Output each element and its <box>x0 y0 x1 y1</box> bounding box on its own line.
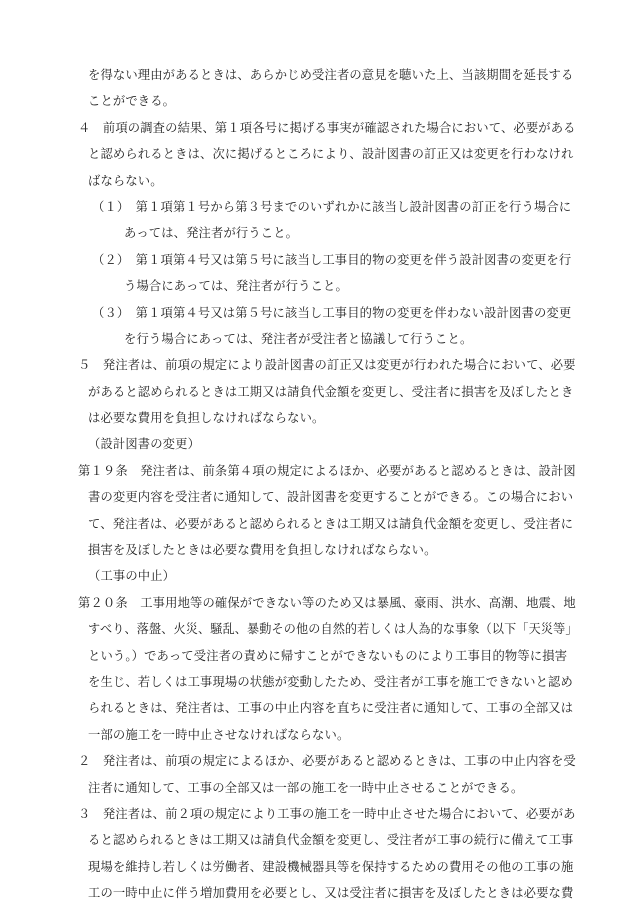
text-line: があると認められるときは工期又は請負代金額を変更し、受注者に損害を及ぼしたとき <box>88 384 574 399</box>
text-line: を行う場合にあっては、発注者が受注者と協議して行うこと。 <box>124 331 473 346</box>
text-line: ４ 前項の調査の結果、第１項各号に掲げる事実が確認された場合において、必要がある <box>78 120 576 135</box>
text-line: （設計図書の変更） <box>88 437 201 452</box>
text-line: う場合にあっては、発注者が行うこと。 <box>124 279 348 294</box>
text-line: という。）であって受注者の責めに帰すことができないものにより工事目的物等に損害 <box>88 648 568 663</box>
text-line: （３） 第１項第４号又は第５号に該当し工事目的物の変更を伴わない設計図書の変更 <box>92 305 572 320</box>
text-line: 一部の施工を一時中止させなければならない。 <box>88 727 350 742</box>
text-line: を得ない理由があるときは、あらかじめ受注者の意見を聴いた上、当該期間を延長する <box>88 68 574 82</box>
text-line: 書の変更内容を受注者に通知して、設計図書を変更することができる。この場合におい <box>88 490 574 505</box>
text-line: すべり、落盤、火災、騒乱、暴動その他の自然的若しくは人為的な事象（以下「天災等」 <box>88 622 578 637</box>
text-line: ３ 発注者は、前２項の規定により工事の施工を一時中止させた場合において、必要があ <box>78 806 576 821</box>
text-line: （１） 第１項第１号から第３号までのいずれかに該当し設計図書の訂正を行う場合に <box>92 199 572 214</box>
text-line: （工事の中止） <box>88 569 176 584</box>
text-line: あっては、発注者が行うこと。 <box>124 226 299 241</box>
text-line: ことができる。 <box>88 94 176 109</box>
text-line: 注者に通知して、工事の全部又は一部の施工を一時中止させることができる。 <box>88 780 524 795</box>
text-line: は必要な費用を負担しなければならない。 <box>88 411 325 425</box>
text-line: 工の一時中止に伴う増加費用を必要とし、又は受注者に損害を及ぼしたときは必要な費 <box>88 886 574 900</box>
text-line: 現場を維持し若しくは労働者、建設機械器具等を保持するための費用その他の工事の施 <box>88 859 574 874</box>
text-line: られるときは、発注者は、工事の中止内容を直ちに受注者に通知して、工事の全部又は <box>88 701 574 716</box>
text-line: ると認められるときは工期又は請負代金額を変更し、受注者が工事の続行に備えて工事 <box>88 833 574 848</box>
text-line: 損害を及ぼしたときは必要な費用を負担しなければならない。 <box>88 543 437 557</box>
text-line: ばならない。 <box>88 173 163 188</box>
text-line: を生じ、若しくは工事現場の状態が変動したため、受注者が工事を施工できないと認め <box>88 674 573 689</box>
text-line: 第２０条 工事用地等の確保ができない等のため又は暴風、豪雨、洪水、高潮、地震、地 <box>78 595 576 610</box>
text-line: と認められるときは、次に掲げるところにより、設計図書の訂正又は変更を行わなけれ <box>88 147 574 162</box>
text-line: て、発注者は、必要があると認められるときは工期又は請負代金額を変更し、受注者に <box>88 516 574 531</box>
text-line: ５ 発注者は、前項の規定により設計図書の訂正又は変更が行われた場合において、必要 <box>78 358 576 373</box>
text-line: ２ 発注者は、前項の規定によるほか、必要があると認めるときは、工事の中止内容を受 <box>78 754 576 769</box>
text-line: （２） 第１項第４号又は第５号に該当し工事目的物の変更を伴う設計図書の変更を行 <box>92 252 572 267</box>
text-line: 第１９条 発注者は、前条第４項の規定によるほか、必要があると認めるときは、設計図 <box>78 463 576 478</box>
